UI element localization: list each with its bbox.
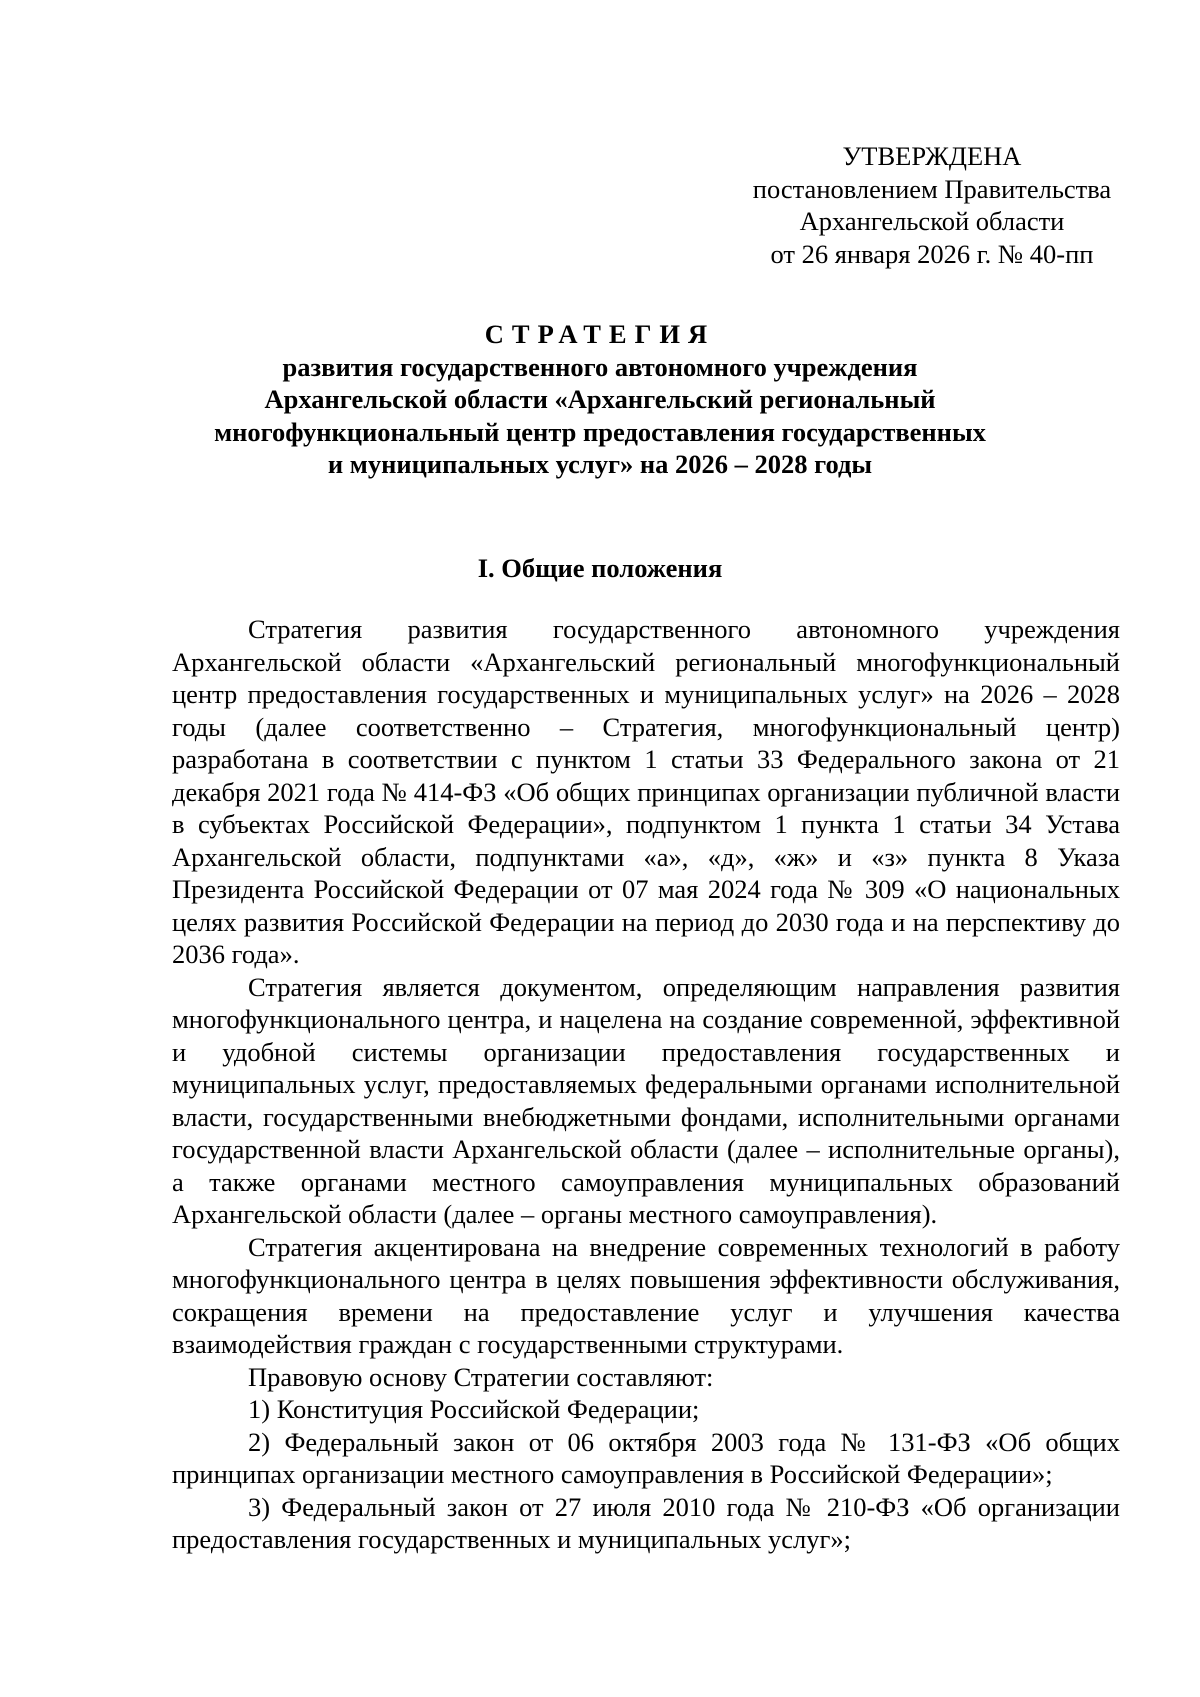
paragraph-legal-basis-intro: Правовую основу Стратегии составляют: [248, 1361, 714, 1392]
section-heading: I. Общие положения [477, 553, 723, 583]
title-line-2: Архангельской области «Архангельский региональный [264, 384, 936, 414]
legal-basis-item: 3) Федеральный закон от 27 июля 2010 года № 210-ФЗ «Об организации предоставления государственных и муниципальных услуг»; [172, 1491, 1120, 1554]
title-line-4: и муниципальных услуг» на 2026 – 2028 годы [327, 449, 873, 479]
legal-basis-item: 1) Конституция Российской Федерации; [248, 1394, 700, 1424]
paragraph-strategy-purpose: Стратегия является документом, определяющим направления развития многофункционального центра, и нацелена на создание современной, эффективной и удобной системы организации предоставления государственных и муниципальных услуг, предоставляемых федеральными органами исполнительной власти, государственными внебюджетными фондами, исполнительными органами государственной власти Архангельской области (далее – исполнительные органы), а также органами местного самоуправления муниципальных образований Архангельской области (далее – органы местного самоуправления). [172, 971, 1120, 1229]
paragraph-technology-focus: Стратегия акцентирована на внедрение современных технологий в работу многофункционального центра в целях повышения эффективности обслуживания, сокращения времени на предоставление услуг и улучшения качества взаимодействия граждан с государственными структурами. [172, 1231, 1120, 1359]
legal-basis-item: 2) Федеральный закон от 06 октября 2003 года № 131-ФЗ «Об общих принципах организации местного самоуправления в Российской Федерации»; [172, 1426, 1120, 1489]
approval-line-date-number: от 26 января 2026 г. № 40-пп [770, 238, 1094, 269]
document-type-heading: СТРАТЕГИЯ [484, 319, 716, 349]
paragraph-legal-grounds: Стратегия развития государственного автономного учреждения Архангельской области «Архангельский региональный многофункциональный центр предоставления государственных и муниципальных услуг» на 2026 – 2028 годы (далее соответственно – Стратегия, многофункциональный центр) разработана в соответствии с пунктом 1 статьи 33 Федерального закона от 21 декабря 2021 года № 414-ФЗ «Об общих принципах организации публичной власти в субъектах Российской Федерации», подпунктом 1 пункта 1 статьи 34 Устава Архангельской области, подпунктами «а», «д», «ж» и «з» пункта 8 Указа Президента Российской Федерации от 07 мая 2024 года № 309 «О национальных целях развития Российской Федерации на период до 2030 года и на перспективу до 2036 года». [172, 614, 1120, 969]
document-body [172, 613, 1120, 1556]
document-title [160, 318, 1040, 481]
approval-line-region: Архангельской области [799, 206, 1065, 236]
approval-line-resolution: постановлением Правительства [752, 173, 1112, 204]
title-line-3: многофункциональный центр предоставления государственных [214, 416, 986, 447]
title-line-1: развития государственного автономного учреждения [282, 351, 918, 382]
approval-line-approved: УТВЕРЖДЕНА [842, 141, 1022, 171]
approval-stamp [732, 140, 1132, 270]
